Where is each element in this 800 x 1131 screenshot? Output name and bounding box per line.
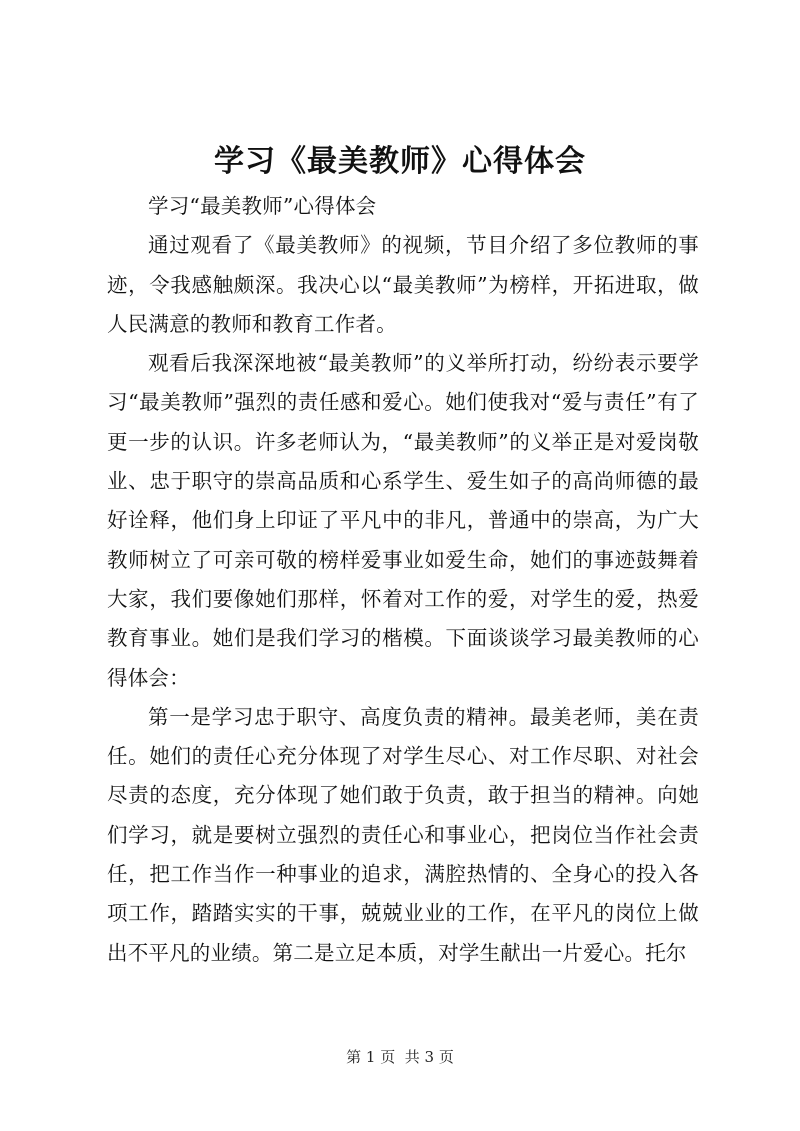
paragraph-first-point: 第一是学习忠于职守、高度负责的精神。最美老师，美在责任。她们的责任心充分体现了对学生尽心、对工作尽职、对社会尽责的态度，充分体现了她们敢于负责，敢于担当的精神。向她们学习，就是要树立强烈的责任心和事业心，把岗位当作社会责任，把工作当作一种事业的追求，满腔热情的、全身心的投入各项工作，踏踏实实的干事，兢兢业业的工作，在平凡的岗位上做出不平凡的业绩。第二是立足本质，对学生献出一片爱心。托尔 [107,704,699,965]
paragraph-intro: 通过观看了《最美教师》的视频，节目介绍了多位教师的事迹，令我感触颇深。我决心以“最美教师”为榜样，开拓进取，做人民满意的教师和教育工作者。 [107,233,699,336]
paragraph-impression: 观看后我深深地被“最美教师”的义举所打动，纷纷表示要学习“最美教师”强烈的责任感和爱心。她们使我对“爱与责任”有了更一步的认识。许多老师认为，“最美教师”的义举正是对爱岗敬业、忠于职守的崇高品质和心系学生、爱生如子的高尚师德的最好诠释，他们身上印证了平凡中的非凡，普通中的崇高，为广大教师树立了可亲可敬的榜样爱事业如爱生命，她们的事迹鼓舞着大家，我们要像她们那样，怀着对工作的爱，对学生的爱，热爱教育事业。她们是我们学习的楷模。下面谈谈学习最美教师的心得体会： [107,351,699,690]
paragraph-subtitle: 学习“最美教师”心得体会 [148,194,377,218]
page-number-label: 第 1 页 共 3 页 [346,1048,454,1066]
page-footer [0,1047,800,1067]
document-body [107,187,699,973]
page-title: 学习《最美教师》心得体会 [214,144,586,179]
